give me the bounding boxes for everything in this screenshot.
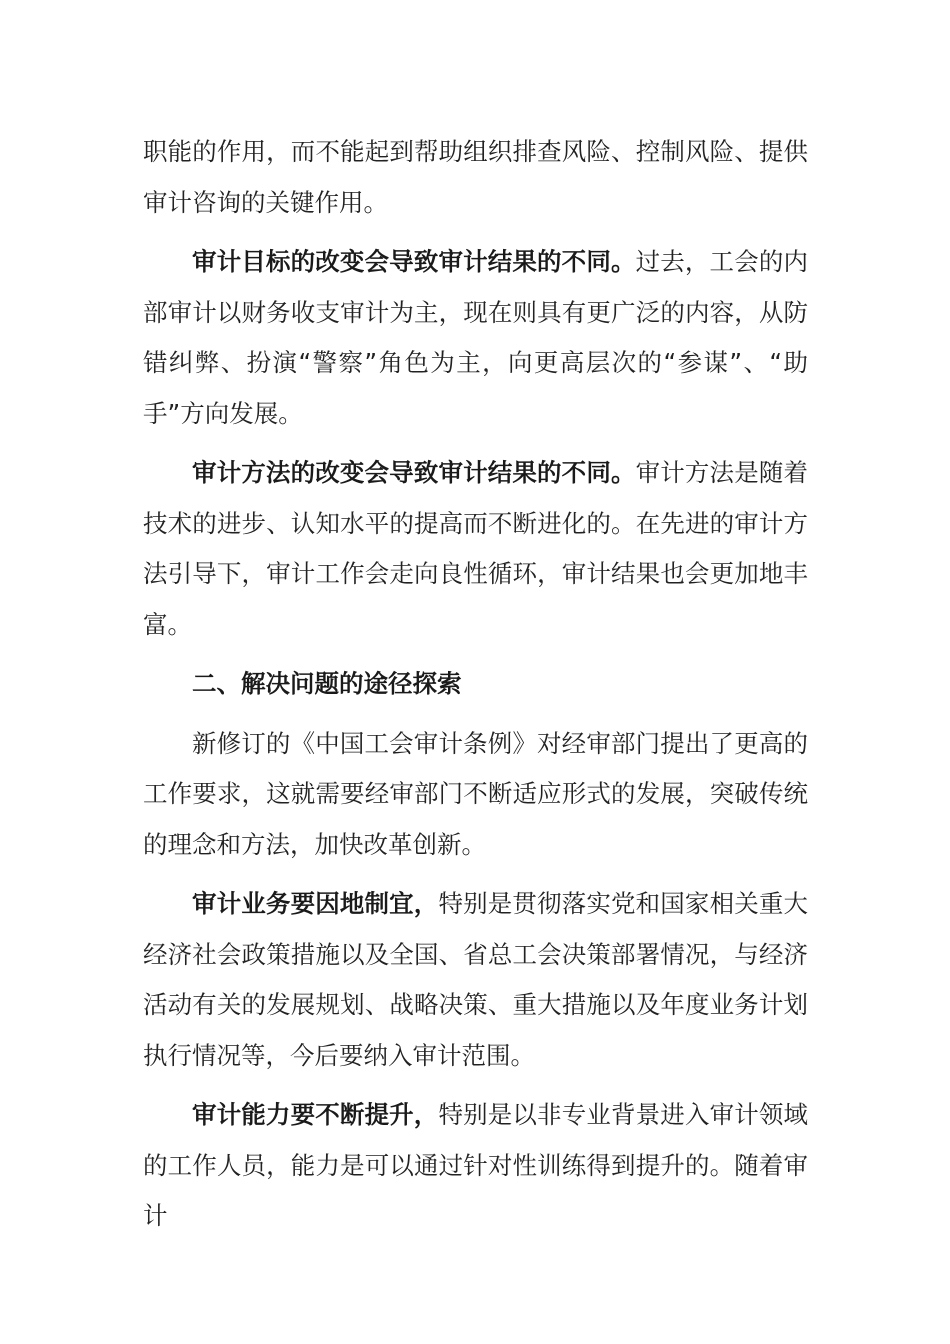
paragraph-new-regulation bbox=[143, 719, 808, 871]
section-heading: 二、解决问题的途径探索 bbox=[192, 669, 462, 698]
paragraph-text: 过去，工会的内部审计以财务收支审计为主，现在则具有更广泛的内容，从防错纠弊、扮演“警察”角色为主，向更高层次的“参谋”、“助手”方向发展。 bbox=[143, 247, 808, 428]
paragraph-lead: 审计方法的改变会导致审计结果的不同。 bbox=[192, 458, 636, 487]
paragraph-text: 特别是贯彻落实党和国家相关重大经济社会政策措施以及全国、省总工会决策部署情况，与经济活动有关的发展规划、战略决策、重大措施以及年度业务计划执行情况等，今后要纳入审计范围。 bbox=[143, 889, 809, 1070]
paragraph-text: 职能的作用，而不能起到帮助组织排查风险、控制风险、提供审计咨询的关键作用。 bbox=[143, 137, 808, 217]
paragraph-lead: 审计业务要因地制宜， bbox=[192, 889, 439, 918]
paragraph-text: 特别是以非专业背景进入审计领域的工作人员，能力是可以通过针对性训练得到提升的。随着审计 bbox=[143, 1100, 809, 1230]
paragraph-audit-business bbox=[143, 879, 808, 1081]
paragraph-lead: 审计能力要不断提升， bbox=[192, 1100, 439, 1129]
paragraph-audit-goal bbox=[143, 237, 808, 439]
paragraph-text: 新修订的《中国工会审计条例》对经审部门提出了更高的工作要求，这就需要经审部门不断适应形式的发展，突破传统的理念和方法，加快改革创新。 bbox=[143, 728, 808, 859]
paragraph-audit-method bbox=[143, 448, 808, 650]
paragraph-audit-capability bbox=[143, 1090, 808, 1242]
paragraph-lead: 审计目标的改变会导致审计结果的不同。 bbox=[192, 247, 636, 276]
paragraph-continuation bbox=[143, 127, 808, 228]
document-body bbox=[143, 127, 808, 1251]
paragraph-text: 审计方法是随着技术的进步、认知水平的提高而不断进化的。在先进的审计方法引导下，审计工作会走向良性循环，审计结果也会更加地丰富。 bbox=[143, 458, 808, 639]
